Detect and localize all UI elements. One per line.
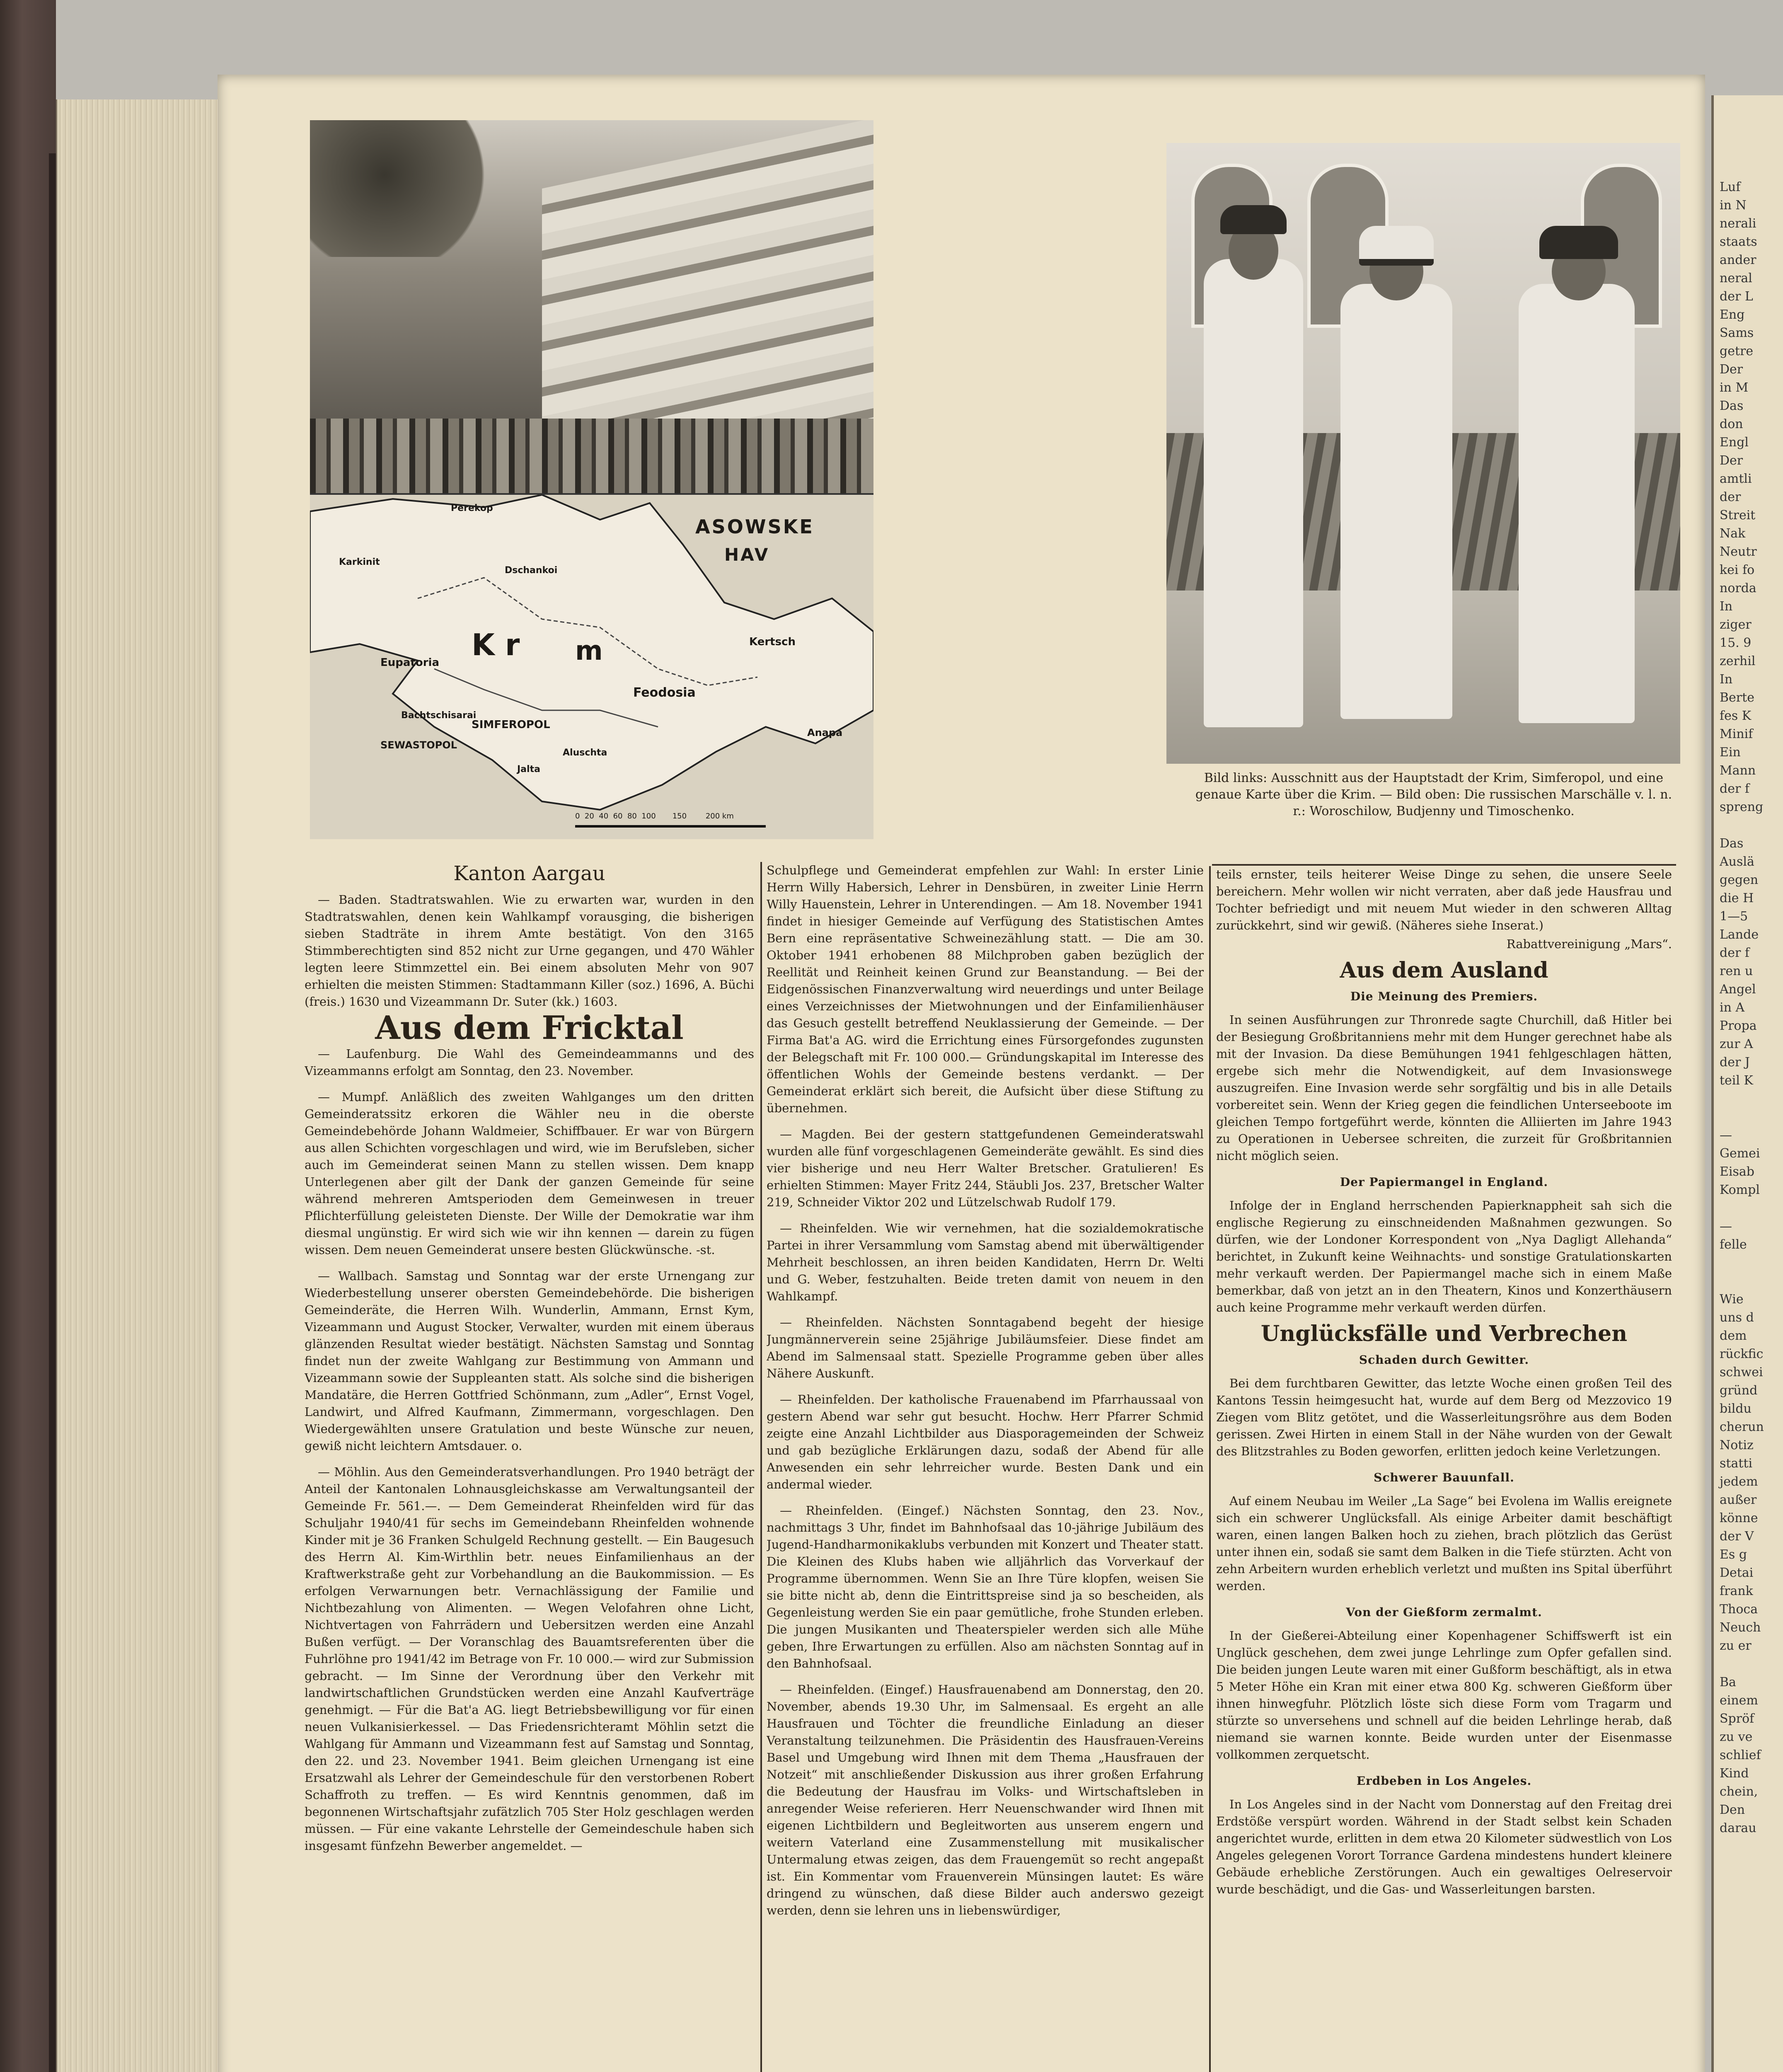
next-page-line: kei fo	[1720, 563, 1755, 577]
next-page-line: Kind	[1720, 1766, 1749, 1781]
next-page-line: frank	[1720, 1584, 1753, 1598]
next-page-text	[1714, 95, 1783, 1837]
subheading-papiermangel: Der Papiermangel in England.	[1340, 1175, 1548, 1189]
column-rule-2	[1209, 866, 1211, 2072]
next-page-line: teil K	[1720, 1073, 1753, 1088]
article-hausfrauen-cont: teils ernster, teils heiterer Weise Dinge zu sehen, die unsere Seele bereichern. Mehr wollen wir nicht verraten, aber daß jede Hausfrau und Tochter befriedigt und mit neuem Mut wieder in den schweren Alltag zurückkehrt, sind wir gewiß. (Näheres siehe Inserat.)	[1216, 867, 1672, 932]
next-page-line: gründ	[1720, 1383, 1758, 1398]
next-page-line: Das	[1720, 836, 1744, 851]
next-page-line: statti	[1720, 1456, 1753, 1471]
next-page-line: Der	[1720, 362, 1743, 377]
next-page-line: Minif	[1720, 727, 1753, 741]
street-photo	[310, 120, 873, 493]
next-page-line: gegen	[1720, 873, 1759, 887]
map-label-bachtschisarai: Bachtschisarai	[401, 710, 477, 721]
map-label-sewastopol: SEWASTOPOL	[380, 739, 457, 751]
next-page-line: zu ve	[1720, 1730, 1753, 1744]
map-label-karkinit: Karkinit	[339, 557, 380, 567]
marshal-right	[1519, 284, 1635, 723]
next-page-line: der V	[1720, 1529, 1754, 1544]
next-page-line: Berte	[1720, 690, 1754, 705]
next-page-line: norda	[1720, 581, 1756, 595]
subheading-erdbeben: Erdbeben in Los Angeles.	[1356, 1774, 1532, 1788]
next-page-line: der	[1720, 490, 1741, 504]
map-label-feodosia: Feodosia	[633, 685, 696, 700]
article-magden: — Magden. Bei der gestern stattgefundenen Gemeinderatswahl wurden alle fünf vorgeschlagenen Gemeinderäte gewählt. Es sind dies vier bisherige und neu Herr Walter Bretscher. Gratulieren! Es erhielten Stimmen: Mayer Fritz 244, Stäubli Jos. 237, Bretscher Walter 219, Schneider Viktor 202 und Lützelschwab Rudolf 179.	[767, 1127, 1204, 1209]
next-page-line: getre	[1720, 344, 1754, 358]
next-page-line: Auslä	[1720, 854, 1754, 869]
next-page-line: —	[1720, 1128, 1732, 1143]
next-page-line: außer	[1720, 1493, 1757, 1507]
next-page-line: schlief	[1720, 1748, 1761, 1762]
next-page-line: spreng	[1720, 800, 1764, 814]
next-page-line: ren u	[1720, 964, 1753, 978]
next-page-line: Luf	[1720, 180, 1741, 194]
marshal-middle	[1340, 284, 1452, 719]
next-page-line: Ein	[1720, 745, 1741, 760]
next-page-line: Propa	[1720, 1019, 1757, 1033]
next-page-line: Kompl	[1720, 1183, 1760, 1197]
subheading-bauunfall: Schwerer Bauunfall.	[1374, 1471, 1514, 1484]
next-page-line: Eng	[1720, 307, 1745, 322]
next-page-line: zur A	[1720, 1037, 1753, 1051]
next-page-edge	[1711, 95, 1783, 2072]
next-page-line: rückfic	[1720, 1347, 1764, 1361]
next-page-line: schwei	[1720, 1365, 1763, 1380]
map-label-sea: ASOWSKE	[695, 516, 814, 538]
next-page-line: ander	[1720, 253, 1756, 267]
next-page-line	[1714, 1108, 1783, 1126]
subheading-giessform: Von der Gießform zermalmt.	[1346, 1605, 1542, 1619]
heading-aus-dem-fricktal: Aus dem Fricktal	[375, 1009, 684, 1047]
article-gewitter: Bei dem furchtbaren Gewitter, das letzte Woche einen großen Teil des Kantons Tessin heimgesucht hat, wurde auf dem Berg od Mezzovico 19 Ziegen vom Blitz getötet, und die Wasserleitungsröhre aus dem Boden gerissen. Zwei Hirten in einem Stall in der Nähe wurden von der Gewalt des Blitzstrahles zu Boden geworfen, erlitten jedoch keine Verletzungen.	[1216, 1376, 1672, 1458]
article-rheinfelden-1: — Rheinfelden. Wie wir vernehmen, hat die sozialdemokratische Partei in ihrer Versammlung vom Samstag abend mit überwältigender Mehrheit beschlossen, an ihren beiden Kandidaten, Herrn Dr. Welti und G. Weber, festzuhalten. Beide treten damit von neuem in den Wahlkampf.	[767, 1221, 1204, 1303]
article-mumpf: — Mumpf. Anläßlich des zweiten Wahlganges um den dritten Gemeinderatssitz erkoren die Wähler neu in die oberste Gemeindebehörde Johann Waldmeier, Schiffbauer. Er war von Bürgern aus allen Schichten vorgeschlagen und wird, wie im Berufsleben, sicher auch im Gemeinderat seinen Mann zu stellen wissen. Dem knapp Unterlegenen aber gilt der Dank der ganzen Gemeinde für seine während mehreren Amtsperioden dem Gemeinwesen in treuer Pflichterfüllung geleisteten Dienste. Der Wille der Demokratie war ihm diesmal ungünstig. Er wird sich wie wir ihn kennen — darein zu fügen wissen. Dem neuen Gemeinderat unsere besten Glückwünsche. -st.	[305, 1090, 754, 1257]
next-page-line: einem	[1720, 1693, 1758, 1708]
next-page-line: Thoca	[1720, 1602, 1758, 1617]
next-page-line: nerali	[1720, 216, 1756, 231]
next-page-line: bildu	[1720, 1402, 1752, 1416]
heading-ungluecksfaelle: Unglücksfälle und Verbrechen	[1260, 1321, 1628, 1346]
next-page-line: Notiz	[1720, 1438, 1754, 1452]
article-erdbeben: In Los Angeles sind in der Nacht vom Donnerstag auf den Freitag drei Erdstöße verspürt worden. Während in der Stadt selbst kein Schaden angerichtet wurde, erlitten in dem etwa 20 Kilometer südwestlich von Los Angeles gelegenen Vorort Torrance Gardena mindestens hundert kleinere Gebäude erhebliche Zerstörungen. Auch ein gewaltiges Oelreservoir wurde beschädigt, und die Gas- und Wasserleitungen barsten.	[1216, 1797, 1672, 1896]
column-left	[305, 862, 754, 2072]
map-label-sea2: HAV	[724, 545, 770, 565]
map-label-krim1: K r	[472, 627, 520, 662]
next-page-line: Engl	[1720, 435, 1749, 450]
signature-rabattvereinigung: Rabattvereinigung „Mars“.	[1506, 937, 1672, 951]
next-page-line	[1714, 816, 1783, 835]
next-page-line: cherun	[1720, 1420, 1764, 1434]
next-page-line: der f	[1720, 782, 1749, 796]
next-page-line: staats	[1720, 235, 1757, 249]
next-page-line: könne	[1720, 1511, 1758, 1525]
next-page-line: dem	[1720, 1329, 1747, 1343]
next-page-line	[1714, 1199, 1783, 1218]
next-page-line: Lande	[1720, 927, 1759, 942]
next-page-line: fes K	[1720, 709, 1752, 723]
next-page-line: ziger	[1720, 617, 1752, 632]
map-scale: 0 20 40 60 80 100 150 200 km	[575, 812, 734, 821]
next-page-line: Den	[1720, 1803, 1745, 1817]
next-page-line: in M	[1720, 380, 1749, 395]
next-page-line	[1714, 1090, 1783, 1108]
article-premier: In seinen Ausführungen zur Thronrede sagte Churchill, daß Hitler bei der Besiegung Großbritanniens mehr mit dem Hunger gerechnet habe als mit der Invasion. Da diese Bemühungen 1941 fehlgeschlagen hätten, ergebe sich mehr die Notwendigkeit, auf dem Invasionswege auszugreifen. Eine Invasion werde sehr sorgfältig und bis in alle Details vorbereitet sein. Wenn der Krieg gegen die feindlichen Unterseeboote im gleichen Tempo fortgeführt werde, könnten die Alliierten im Jahre 1943 zu Operationen in Uebersee schreiten, die zurzeit für Großbritannien nicht möglich seien.	[1216, 1013, 1672, 1163]
next-page-line: Streit	[1720, 508, 1756, 523]
next-page-line: Wie	[1720, 1292, 1744, 1307]
next-page-line: Es g	[1720, 1547, 1747, 1562]
book-binding	[0, 0, 56, 2072]
caption-rule	[1212, 864, 1676, 866]
next-page-line: In	[1720, 599, 1733, 614]
map-label-kertsch: Kertsch	[749, 636, 796, 648]
column-right	[1216, 866, 1672, 2072]
next-page-line: Eisab	[1720, 1164, 1754, 1179]
article-moehlin-cont: Schulpflege und Gemeinderat empfehlen zur Wahl: In erster Linie Herrn Willy Habersich, Lehrer in Densbüren, in zweiter Linie Herrn Willy Hauenstein, Lehrer in Unterendingen. — Am 18. November 1941 findet in hiesiger Gemeinde auf Verfügung des Statistischen Amtes Bern eine repräsentative Schweinezählung statt. — Die am 30. Oktober 1941 erhobenen 88 Milchproben gaben bezüglich der Reellität und Reinheit keinen Grund zur Beanstandung. — Bei der Eidgenössischen Finanzverwaltung wird neuerdings und unter Beilage eines Verzeichnisses der Mietwohnungen und der Einfamilienhäuser das Gesuch gestellt betreffend Neuklassierung der Gemeinde. — Der Firma Bat'a AG. wird die Errichtung eines Fürsorgefondes zugunsten der Belegschaft mit Fr. 100 000.— Gründungskapital im Interesse des öffentlichen Wohls der Gemeinde bestens verdankt. — Der Gemeinderat erklärt sich bereit, die Aufsicht über diese Stiftung zu übernehmen.	[767, 863, 1204, 1115]
column-rule-1	[760, 862, 762, 2072]
article-moehlin: — Möhlin. Aus den Gemeinderatsverhandlungen. Pro 1940 beträgt der Anteil der Kantonalen Lohnausgleichskasse am Verwaltungsanteil der Gemeinde Fr. 561.—. — Dem Gemeinderat Rheinfelden wird für das Schuljahr 1940/41 für sechs im Gemeindebann Rheinfelden wohnende Kinder mit je 36 Franken Schulgeld Rechnung gestellt. — Ein Baugesuch des Herrn Al. Kim-Wirthlin betr. neues Einfamilienhaus an der Kraftwerkstraße geht zur Vorbehandlung an die Baukommission. — Es erfolgen Verwarnungen betr. Vernachlässigung der Familie und Nichtbezahlung von Alimenten. — Wegen Velofahren ohne Licht, Nichtvertagen von Fahrrädern und Uebersitzen werden eine Anzahl Bußen verfügt. — Der Voranschlag des Bauamtsreferenten über die Fuhrlöhne pro 1941/42 im Betrage von Fr. 10 000.— wird zur Submission gebracht. — Im Sinne der Verordnung über den Verkehr mit landwirtschaftlichen Grundstücken werden eine Anzahl Kaufverträge genehmigt. — Für die Bat'a AG. liegt Betriebsbewilligung vor für einen neuen Vulkanisierkessel. — Das Friedensrichteramt Möhlin setzt die Wahlgang für Ammann und Vizeammann fest auf Samstag und Sonntag, den 22. und 23. November 1941. Beim gleichen Urnengang ist eine Ersatzwahl als Lehrer der Gemeindeschule für den verstorbenen Robert Schaffroth zu treffen. — Es wird Kenntnis genommen, daß im begonnenen Wirtschaftsjahr zufätzlich 705 Ster Holz geschlagen werden müssen. — Für eine vakante Lehrstelle der Gemeindeschule haben sich insgesamt fünfzehn Bewerber angemeldet. —	[305, 1465, 754, 1853]
heading-kanton-aargau: Kanton Aargau	[453, 862, 605, 885]
next-page-line: Ba	[1720, 1675, 1736, 1690]
map-label-anapa: Anapa	[807, 727, 843, 738]
marshal-left	[1204, 259, 1303, 727]
next-page-line: uns d	[1720, 1310, 1754, 1325]
next-page-line: Neuch	[1720, 1620, 1761, 1635]
next-page-line: In	[1720, 672, 1733, 687]
next-page-line: der f	[1720, 946, 1749, 960]
next-page-line	[1714, 1655, 1783, 1673]
column-middle	[767, 862, 1204, 2072]
subheading-premier: Die Meinung des Premiers.	[1350, 990, 1538, 1003]
next-page-line: felle	[1720, 1237, 1747, 1252]
next-page-line: Angel	[1720, 982, 1756, 997]
article-rheinfelden-5: — Rheinfelden. (Eingef.) Hausfrauenabend am Donnerstag, den 20. November, abends 19.30 Uhr, im Salmensaal. Es ergeht an alle Hausfrauen und Töchter die freundliche Einladung an dieser Veranstaltung teilzunehmen. Die Präsidentin des Hausfrauen-Vereins Basel und Umgebung wird Ihnen mit dem Thema „Hausfrauen der Notzeit“ mit anschließender Diskussion aus ihrer großen Erfahrung die Bedeutung der Hausfrau im Volks- und Wirtschaftsleben in anregender Weise referieren. Herr Neuenschwander wird Ihnen mit eigenen Lichtbildern und Begleitworten aus unserem engern und weitern Vaterland eine Zusammenstellung mit musikalischer Untermalung etwas zeigen, das dem Frauengemüt so recht angepaßt ist. Ein Kommentar vom Frauenverein Münsingen lautet: Es wäre dringend zu wünschen, daß diese Bilder auch anderswo gezeigt werden, denn sie lehren uns in liebenswürdiger,	[767, 1682, 1204, 1917]
article-wallbach: — Wallbach. Samstag und Sonntag war der erste Urnengang zur Wiederbestellung unserer obersten Gemeindebehörde. Die bisherigen Gemeinderäte, die Herren Wilh. Wunderlin, Ammann, Ernst Kym, Vizeammann und August Stocker, Verwalter, wurden mit einem überaus glänzenden Resultat wieder bestätigt. Nächsten Samstag und Sonntag findet nun der zweite Wahlgang zur Bestimmung von Ammann und Vizeammann sowie der Suppleanten statt. Als solche sind die bisherigen Mandatäre, die Herren Gottfried Schönmann, zum „Adler“, Ernst Vogel, Landwirt, und Alfred Kaufmann, Zimmermann, vorgeschlagen. Den Wiedergewählten unsere Gratulation und beste Wünsche zur neuen, gewiß nicht leichtern Amtsdauer. o.	[305, 1269, 754, 1453]
next-page-line	[1714, 1272, 1783, 1290]
next-page-line: Gemei	[1720, 1146, 1760, 1161]
next-page-line: —	[1720, 1219, 1732, 1234]
map-label-eupatoria: Eupatoria	[380, 656, 439, 669]
next-page-line: jedem	[1720, 1474, 1758, 1489]
map-label-perekop: Perekop	[451, 503, 493, 513]
photo-caption: Bild links: Ausschnitt aus der Hauptstadt der Krim, Simferopol, und eine genaue Karte über die Krim. — Bild oben: Die russischen Marschälle v. l. n. r.: Woroschilow, Budjenny und Timoschenko.	[1195, 771, 1672, 818]
next-page-line: 15. 9	[1720, 636, 1752, 650]
marshal-right-cap	[1539, 226, 1618, 259]
next-page-line: der L	[1720, 289, 1753, 304]
next-page-line: chein,	[1720, 1784, 1758, 1799]
map-label-krim2: m	[575, 636, 603, 666]
photo-marshals	[1166, 143, 1680, 764]
article-rheinfelden-3: — Rheinfelden. Der katholische Frauenabend im Pfarrhaussaal von gestern Abend war sehr gut besucht. Hochw. Herr Pfarrer Schmid zeigte eine Anzahl Lichtbilder aus Diasporagemeinden der Schweiz und gab bezügliche Erklärungen dazu, sodaß der Abend für alle Anwesenden ein sehr lehrreicher wurde. Besten Dank und ein andermal wieder.	[767, 1392, 1204, 1491]
map-label-djankoi: Dschankoi	[505, 565, 558, 576]
next-page-line: 1—5	[1720, 909, 1748, 924]
map-label-simferopol: SIMFEROPOL	[472, 719, 550, 731]
marshal-left-cap	[1220, 205, 1287, 234]
next-page-line: neral	[1720, 271, 1752, 286]
map-label-jalta: Jalta	[517, 764, 540, 775]
article-bauunfall: Auf einem Neubau im Weiler „La Sage“ bei Evolena im Wallis ereignete sich ein schwerer Unglücksfall. Als einige Arbeiter damit beschäftigt waren, einen langen Balken hoch zu ziehen, brach plötzlich das Gerüst unter ihnen ein, sodaß sie samt dem Balken in die Tiefe stürzten. Acht von zehn Arbeitern wurden erheblich verletzt und mußten ins Spital überführt werden.	[1216, 1494, 1672, 1593]
next-page-line: Sams	[1720, 326, 1754, 340]
marshal-middle-cap	[1359, 226, 1434, 266]
article-baden: — Baden. Stadtratswahlen. Wie zu erwarten war, wurden in den Stadtratswahlen, denen kein Wahlkampf vorausging, die bisherigen sieben Stadträte in ihrem Amte bestätigt. Von den 3165 Stimmberechtigten sind 852 nicht zur Urne gegangen, und 470 Wähler legten leere Stimmzettel ein. Bei einem absoluten Mehr von 907 erhielten die meisten Stimmen: Stadtammann Killer (soz.) 1696, A. Büchi (freis.) 1630 und Vizeammann Dr. Suter (kk.) 1603.	[305, 893, 754, 1009]
article-rheinfelden-2: — Rheinfelden. Nächsten Sonntagabend begeht der hiesige Jungmännerverein seine 25jährige Jubiläumsfeier. Diese findet am Abend im Salmensaal statt. Spezielle Programme geben über alles Nähere Auskunft.	[767, 1315, 1204, 1380]
next-page-line: in N	[1720, 198, 1747, 213]
next-page-line: zu er	[1720, 1639, 1752, 1653]
article-giessform: In der Gießerei-Abteilung einer Kopenhagener Schiffswerft ist ein Unglück geschehen, dem zwei junge Lehrlinge zum Opfer gefallen sind. Die beiden jungen Leute waren mit einer Gußform beschäftigt, als in etwa 5 Meter Höhe ein Kran mit einer etwa 800 Kg. schweren Gießform über ihnen hinwegfuhr. Plötzlich löste sich diese Form vom Tragarm und stürzte so unversehens und schnell auf die beiden Lehrlinge herab, daß niemand sie warnen konnte. Beide wurden unter der Eisenmasse vollkommen zerquetscht.	[1216, 1629, 1672, 1762]
next-page-line: Das	[1720, 399, 1744, 413]
next-page-line: Spröf	[1720, 1711, 1754, 1726]
next-page-line: Der	[1720, 453, 1743, 468]
next-page-line: in A	[1720, 1000, 1745, 1015]
next-page-line: Neutr	[1720, 545, 1757, 559]
next-page-line: der J	[1720, 1055, 1750, 1070]
article-rheinfelden-4: — Rheinfelden. (Eingef.) Nächsten Sonntag, den 23. Nov., nachmittags 3 Uhr, findet im Bahnhofsaal das 10-jährige Jubiläum des Jugend-Handharmonikaklubs verbunden mit Konzert und Theater statt. Die Kleinen des Klubs haben wie alljährlich das Vorverkauf der Programme übernommen. Wenn Sie an Ihre Türe klopfen, weisen Sie sie bitte nicht ab, denn die Eintrittspreise sind ja so bescheiden, als Gegenleistung werden Sie ein paar gemütliche, frohe Stunden erleben. Die jungen Musikanten und Theaterspieler werden sich alle Mühe geben, Ihre Erwartungen zu erfüllen. Also am nächsten Sonntag auf in den Bahnhofsaal.	[767, 1503, 1204, 1670]
photo-simferopol-and-map	[310, 120, 873, 839]
crowd-on-street	[310, 419, 873, 493]
next-page-line: Mann	[1720, 763, 1756, 778]
article-papiermangel: Infolge der in England herrschenden Papierknappheit sah sich die englische Regierung zu einschneidenden Maßnahmen gezwungen. So dürfen, wie der Londoner Korrespondent von „Nya Dagligt Allehanda“ berichtet, in Zukunft keine Weihnachts- und sonstige Gratulationskarten mehr verkauft werden. Der Papiermangel mache sich in einem Maße bemerkbar, daß von jetzt an in den Theatern, Kinos und Konzerthäusern auch keine Programme mehr verkauft werden dürfen.	[1216, 1198, 1672, 1314]
crimea-map	[310, 493, 873, 839]
next-page-line: die H	[1720, 891, 1754, 905]
heading-aus-dem-ausland: Aus dem Ausland	[1340, 958, 1548, 983]
next-page-line: don	[1720, 417, 1743, 431]
next-page-line: Detai	[1720, 1566, 1754, 1580]
next-page-line: amtli	[1720, 472, 1752, 486]
page-stack-edges	[56, 99, 227, 2072]
subheading-gewitter: Schaden durch Gewitter.	[1359, 1353, 1529, 1367]
tree-foliage	[310, 120, 496, 257]
map-label-alushta: Aluschta	[563, 748, 607, 758]
next-page-line: zerhil	[1720, 654, 1756, 668]
article-laufenburg: — Laufenburg. Die Wahl des Gemeindeammanns und des Vizeammanns erfolgt am Sonntag, den 23. November.	[305, 1047, 754, 1078]
next-page-line: Nak	[1720, 526, 1746, 541]
next-page-line: darau	[1720, 1821, 1756, 1835]
next-page-line	[1714, 1254, 1783, 1272]
